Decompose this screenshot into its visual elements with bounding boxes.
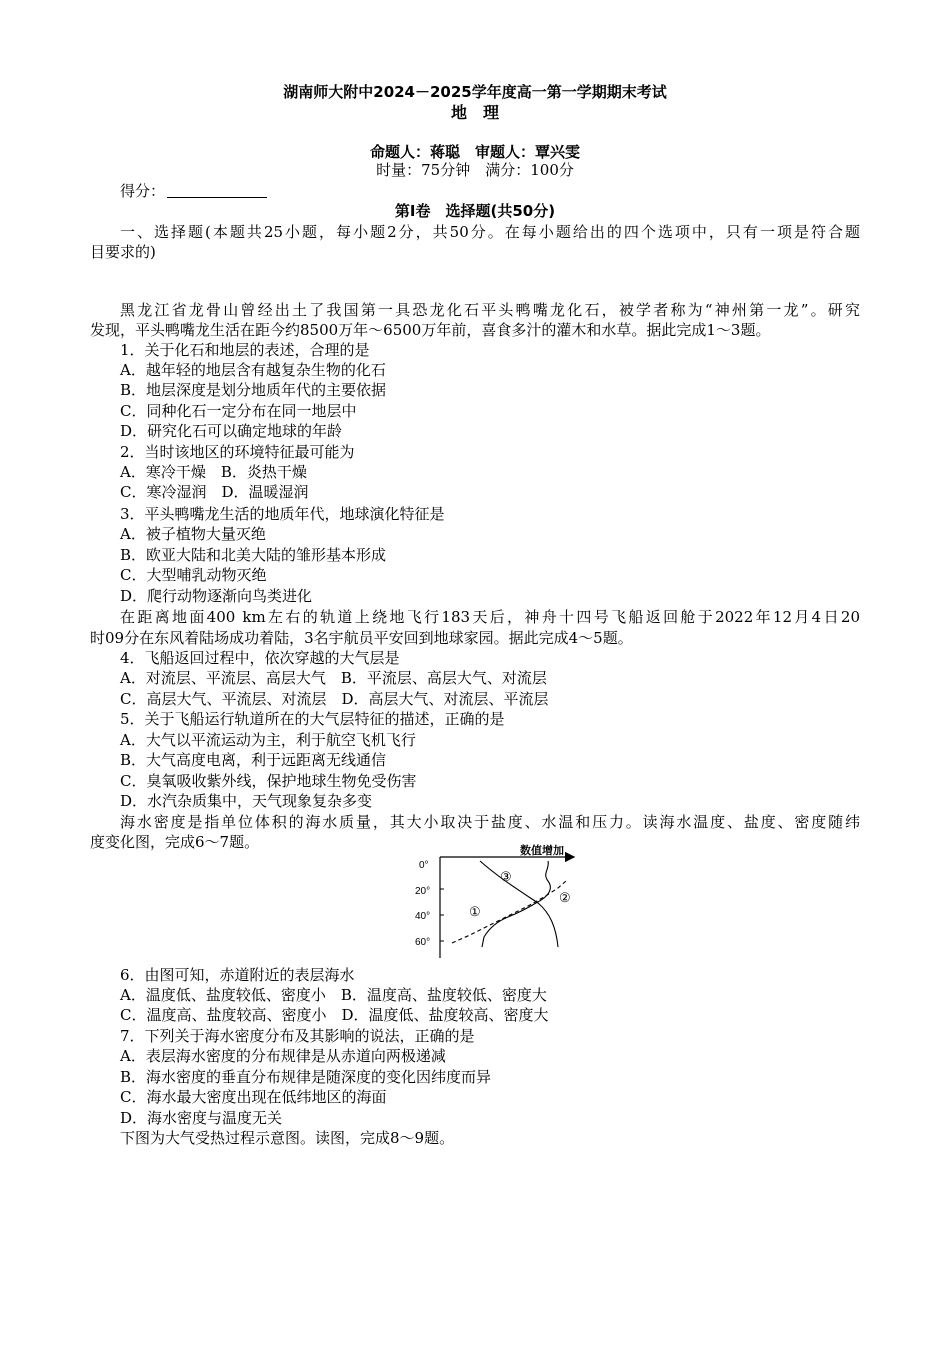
score-field (120, 181, 267, 201)
part1-instruction-line1: 一、选择题(本题共25小题，每小题2分，共50分。在每小题给出的四个选项中，只有一项是符合题 (120, 223, 860, 241)
q4-stem: 4．飞船返回过程中，依次穿越的大气层是 (120, 649, 400, 667)
q4-options-cd: C．高层大气、平流层、对流层 D．高层大气、对流层、平流层 (120, 690, 549, 708)
q6-stem: 6．由图可知，赤道附近的表层海水 (120, 966, 355, 984)
q7-option-c: C．海水最大密度出现在低纬地区的海面 (120, 1088, 387, 1106)
axis-title: 数值增加 (520, 845, 564, 857)
q2-options-ab: A．寒冷干燥 B．炎热干燥 (120, 463, 307, 481)
q1-option-a: A．越年轻的地层含有越复杂生物的化石 (120, 361, 386, 379)
time-score-line: 时量：75分钟 满分：100分 (376, 161, 574, 179)
q3-option-d: D．爬行动物逐渐向鸟类进化 (120, 587, 313, 605)
score-label: 得分： (120, 182, 166, 200)
q6-options-cd: C．温度高、盐度较高、密度小 D．温度低、盐度较高、密度大 (120, 1006, 549, 1024)
score-blank[interactable] (167, 183, 267, 198)
q7-stem: 7．下列关于海水密度分布及其影响的说法，正确的是 (120, 1027, 475, 1045)
part1-title: 第Ⅰ卷 选择题(共50分) (394, 202, 556, 220)
curve-label-3: ③ (500, 870, 512, 885)
lat-label-0: 0° (419, 860, 429, 871)
passage3-line1: 海水密度是指单位体积的海水质量，其大小取决于盐度、水温和压力。读海水温度、盐度、密度随纬 (120, 813, 860, 831)
q5-option-b: B．大气高度电离，利于远距离无线通信 (120, 751, 387, 769)
q3-option-a: A．被子植物大量灭绝 (120, 525, 266, 543)
curve-label-1: ① (469, 905, 481, 920)
q5-option-d: D．水汽杂质集中，天气现象复杂多变 (120, 792, 373, 810)
q3-stem: 3．平头鸭嘴龙生活的地质年代，地球演化特征是 (120, 505, 445, 523)
q5-option-a: A．大气以平流运动为主，利于航空飞机飞行 (120, 731, 416, 749)
q4-options-ab: A．对流层、平流层、高层大气 B．平流层、高层大气、对流层 (120, 669, 547, 687)
q2-stem: 2．当时该地区的环境特征最可能为 (120, 443, 355, 461)
lat-label-20: 20° (415, 886, 431, 897)
seawater-figure (408, 843, 583, 963)
q7-option-a: A．表层海水密度的分布规律是从赤道向两极递减 (120, 1047, 446, 1065)
q1-option-d: D．研究化石可以确定地球的年龄 (120, 422, 343, 440)
curve-label-2: ② (559, 891, 571, 906)
q7-option-d: D．海水密度与温度无关 (120, 1109, 283, 1127)
q1-stem: 1．关于化石和地层的表述，合理的是 (120, 341, 370, 359)
q3-option-b: B．欧亚大陆和北美大陆的雏形基本形成 (120, 546, 387, 564)
q5-option-c: C．臭氧吸收紫外线，保护地球生物免受伤害 (120, 772, 417, 790)
lat-label-60: 60° (415, 937, 431, 948)
lat-label-40: 40° (415, 911, 431, 922)
q5-stem: 5．关于飞船运行轨道所在的大气层特征的描述，正确的是 (120, 710, 505, 728)
q2-options-cd: C．寒冷湿润 D．温暖湿润 (120, 483, 309, 501)
passage3-line2: 度变化图，完成6～7题。 (90, 833, 260, 851)
q1-option-b: B．地层深度是划分地质年代的主要依据 (120, 381, 387, 399)
subject-title: 地 理 (450, 103, 499, 122)
q1-option-c: C．同种化石一定分布在同一地层中 (120, 402, 357, 420)
q3-option-c: C．大型哺乳动物灭绝 (120, 566, 267, 584)
authors-line: 命题人：蒋聪 审题人：覃兴雯 (369, 143, 580, 161)
curve-3 (482, 861, 550, 947)
q6-options-ab: A．温度低、盐度较低、密度小 B．温度高、盐度较低、密度大 (120, 986, 547, 1004)
exam-title: 湖南师大附中2024－2025学年度高一第一学期期末考试 (283, 83, 667, 101)
passage4-line1: 下图为大气受热过程示意图。读图，完成8～9题。 (120, 1129, 455, 1147)
passage2-line1: 在距离地面400 km左右的轨道上绕地飞行183天后，神舟十四号飞船返回舱于2022年12月4日20 (120, 608, 860, 626)
passage2-line2: 时09分在东风着陆场成功着陆，3名宇航员平安回到地球家园。据此完成4～5题。 (90, 629, 633, 647)
passage1-line1: 黑龙江省龙骨山曾经出土了我国第一具恐龙化石平头鸭嘴龙化石，被学者称为“神州第一龙”。研究 (120, 301, 860, 319)
q7-option-b: B．海水密度的垂直分布规律是随深度的变化因纬度而异 (120, 1068, 492, 1086)
part1-instruction-line2: 目要求的) (90, 243, 156, 261)
passage1-line2: 发现，平头鸭嘴龙生活在距今约8500万年～6500万年前，喜食多汁的灌木和水草。据此完成1～3题。 (90, 321, 771, 339)
